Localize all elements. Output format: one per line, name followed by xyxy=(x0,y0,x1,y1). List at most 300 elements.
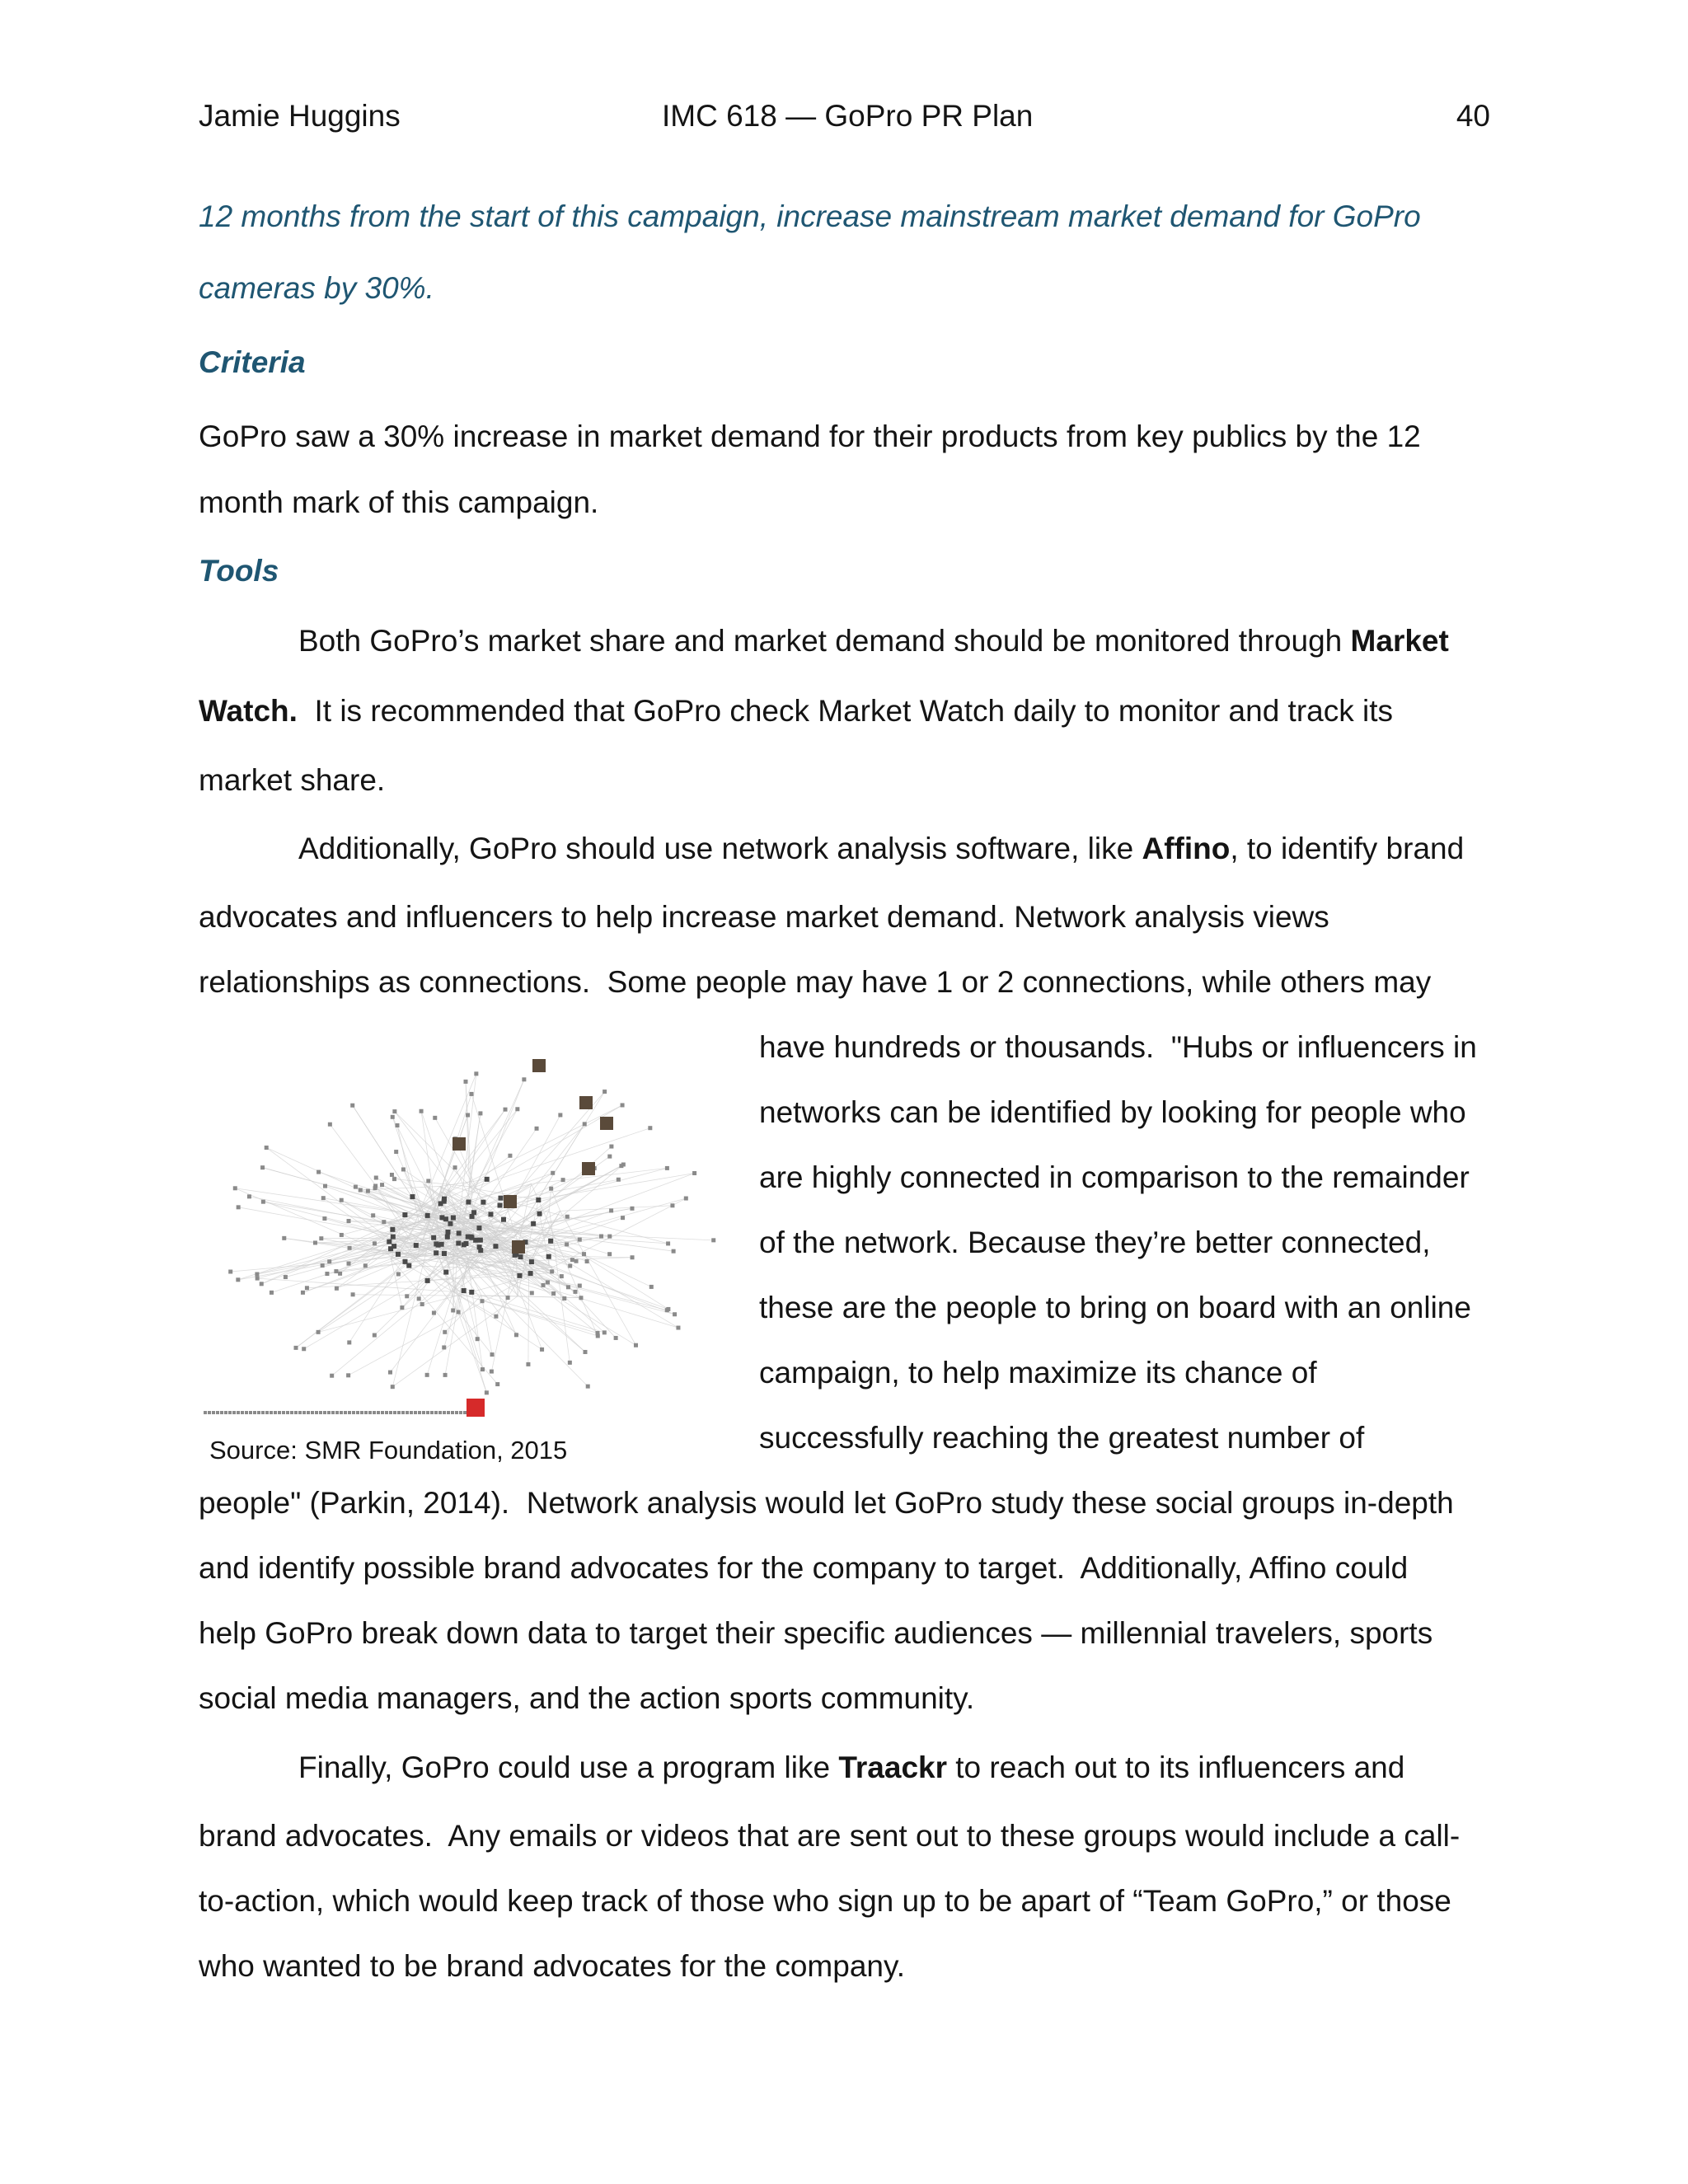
network-node xyxy=(478,1111,482,1115)
network-node xyxy=(684,1197,688,1201)
network-node xyxy=(471,1210,476,1215)
network-node xyxy=(340,1198,344,1202)
market-watch-bold: Market xyxy=(1350,624,1449,658)
network-node xyxy=(570,1258,574,1262)
network-node xyxy=(255,1272,259,1277)
network-isolate-node xyxy=(290,1411,293,1414)
network-isolate-node xyxy=(315,1411,318,1414)
network-node xyxy=(599,1235,603,1239)
network-node xyxy=(302,1347,306,1351)
network-graph-image xyxy=(199,1030,726,1426)
tools-p3-line-4: who wanted to be brand advocates for the company. xyxy=(199,1949,906,1983)
network-node xyxy=(495,1382,499,1386)
network-node xyxy=(536,1197,541,1202)
network-node xyxy=(340,1233,344,1237)
network-node xyxy=(498,1196,503,1201)
network-isolate-node xyxy=(426,1411,429,1414)
network-node xyxy=(621,1162,626,1166)
network-node xyxy=(260,1165,265,1169)
network-isolate-node xyxy=(278,1411,281,1414)
network-node xyxy=(649,1285,654,1289)
tools-p2-line-3: relationships as connections. Some people may have 1 or 2 connections, while others may xyxy=(199,965,1432,999)
network-isolate-node xyxy=(381,1411,384,1414)
network-isolate-node xyxy=(241,1411,244,1414)
network-isolate-node xyxy=(406,1411,409,1414)
network-isolate-node xyxy=(463,1411,467,1414)
network-node xyxy=(526,1362,530,1366)
network-isolate-node xyxy=(228,1411,232,1414)
network-node xyxy=(350,1104,354,1108)
network-edge xyxy=(445,1291,461,1375)
network-edge xyxy=(514,1124,584,1238)
network-node xyxy=(328,1122,332,1127)
network-node xyxy=(433,1116,437,1120)
network-node xyxy=(432,1311,436,1315)
objective-line-1: 12 months from the start of this campaign, increase mainstream market demand for GoPro xyxy=(199,199,1421,233)
network-node xyxy=(476,1337,480,1341)
network-node xyxy=(473,1238,478,1243)
network-graph-figure xyxy=(199,1030,726,1426)
network-isolate-node xyxy=(212,1411,215,1414)
network-isolate-node xyxy=(393,1411,396,1414)
network-isolate-node xyxy=(447,1411,450,1414)
network-node xyxy=(558,1113,562,1117)
network-node xyxy=(425,1278,430,1283)
network-node xyxy=(431,1235,436,1240)
network-node xyxy=(515,1107,519,1111)
network-node xyxy=(583,1350,587,1354)
network-isolate-node xyxy=(224,1411,227,1414)
network-node xyxy=(325,1272,329,1276)
tools-p3-line-3: to-action, which would keep track of those who sign up to be apart of “Team GoPro,” or those xyxy=(199,1884,1451,1918)
network-node xyxy=(313,1240,317,1244)
network-isolate-node xyxy=(323,1411,326,1414)
network-node xyxy=(270,1291,274,1295)
network-node xyxy=(265,1146,269,1150)
network-node xyxy=(442,1197,447,1202)
network-isolate-node xyxy=(451,1411,454,1414)
network-node xyxy=(439,1215,444,1220)
network-node xyxy=(522,1077,526,1081)
network-isolate-node xyxy=(298,1411,302,1414)
network-node xyxy=(261,1200,265,1204)
network-isolate-node xyxy=(418,1411,421,1414)
network-node xyxy=(382,1220,386,1224)
network-node xyxy=(490,1352,495,1357)
network-node xyxy=(673,1312,677,1316)
network-node xyxy=(402,1212,407,1217)
network-node xyxy=(233,1186,237,1190)
network-isolate-node xyxy=(455,1411,458,1414)
network-node xyxy=(443,1373,448,1377)
tools-p1-text: Both GoPro’s market share and market demand should be monitored through xyxy=(298,624,1351,658)
tools-p3-text-post: to reach out to its influencers and xyxy=(947,1750,1405,1784)
header-author: Jamie Huggins xyxy=(199,99,401,133)
network-node xyxy=(648,1126,652,1130)
network-node xyxy=(410,1194,415,1199)
network-node xyxy=(542,1283,546,1287)
network-node xyxy=(247,1194,251,1198)
network-isolate-node xyxy=(253,1411,256,1414)
market-watch-bold-2: Watch. xyxy=(199,694,298,728)
network-node xyxy=(676,1326,680,1330)
network-node xyxy=(347,1262,351,1266)
network-node xyxy=(402,1259,407,1264)
network-node xyxy=(293,1346,298,1350)
network-isolate-node xyxy=(220,1411,223,1414)
network-node xyxy=(498,1203,503,1208)
network-node xyxy=(392,1177,396,1181)
network-node xyxy=(448,1221,452,1226)
network-node xyxy=(586,1385,590,1389)
network-node xyxy=(488,1212,493,1216)
network-isolate-node xyxy=(401,1411,405,1414)
network-node xyxy=(566,1285,570,1289)
network-node xyxy=(609,1145,613,1149)
network-node xyxy=(711,1238,715,1242)
network-node xyxy=(388,1246,393,1251)
network-node xyxy=(392,1109,396,1113)
network-edge xyxy=(235,1188,385,1254)
network-avatar-node xyxy=(582,1162,595,1175)
network-node xyxy=(480,1299,484,1303)
network-isolate-node xyxy=(249,1411,252,1414)
network-node xyxy=(540,1347,544,1352)
network-node xyxy=(457,1310,461,1315)
network-node xyxy=(617,1178,621,1182)
network-node xyxy=(692,1171,696,1175)
network-isolate-node xyxy=(397,1411,401,1414)
tools-p1-line-2 xyxy=(199,691,1393,732)
network-node xyxy=(335,1286,339,1291)
network-node xyxy=(390,1173,394,1177)
network-isolate-node xyxy=(302,1411,306,1414)
page-number: 40 xyxy=(1456,99,1490,133)
network-node xyxy=(373,1186,377,1190)
network-node xyxy=(323,1184,327,1188)
network-node xyxy=(548,1239,553,1244)
network-node xyxy=(380,1183,384,1187)
figure-caption: Source: SMR Foundation, 2015 xyxy=(209,1436,568,1465)
network-node xyxy=(443,1330,447,1334)
network-avatar-node xyxy=(512,1240,525,1254)
network-node xyxy=(517,1273,522,1278)
network-node xyxy=(442,1251,447,1256)
network-isolate-node xyxy=(389,1411,392,1414)
criteria-line-2: month mark of this campaign. xyxy=(199,485,599,519)
tools-p2-wrap-2: networks can be identified by looking for people who xyxy=(759,1095,1466,1129)
network-node xyxy=(568,1263,572,1268)
network-node xyxy=(549,1187,553,1191)
network-node xyxy=(400,1305,404,1310)
network-isolate-node xyxy=(377,1411,380,1414)
network-isolate-node xyxy=(245,1411,248,1414)
network-isolate-node xyxy=(414,1411,417,1414)
network-node xyxy=(396,1252,401,1257)
network-node xyxy=(583,1122,587,1126)
network-edge xyxy=(433,1105,622,1216)
network-avatar-node xyxy=(600,1117,613,1130)
network-node xyxy=(443,1270,448,1275)
network-node xyxy=(359,1188,363,1193)
network-node xyxy=(462,1288,467,1293)
network-node xyxy=(334,1269,338,1273)
network-node xyxy=(582,1252,586,1256)
network-node xyxy=(425,1373,429,1377)
tools-p2-line-1 xyxy=(298,828,1464,869)
network-node xyxy=(595,1331,599,1335)
network-node xyxy=(565,1215,570,1219)
network-edge xyxy=(392,1117,424,1216)
network-node xyxy=(477,1244,482,1249)
network-node xyxy=(508,1154,512,1158)
network-node xyxy=(666,1307,670,1311)
network-node xyxy=(666,1241,670,1245)
network-node xyxy=(478,1238,483,1243)
network-node xyxy=(518,1254,523,1259)
header-title: IMC 618 — GoPro PR Plan xyxy=(662,99,1034,133)
network-node xyxy=(374,1175,378,1179)
network-edge xyxy=(435,1118,475,1187)
network-node xyxy=(464,1080,468,1084)
network-node xyxy=(565,1242,569,1246)
network-node xyxy=(388,1371,392,1375)
network-node xyxy=(603,1090,607,1094)
network-isolate-node xyxy=(335,1411,339,1414)
network-node xyxy=(321,1196,326,1200)
network-node xyxy=(462,1242,467,1247)
network-isolate-node xyxy=(385,1411,388,1414)
tools-p1-line-1 xyxy=(298,621,1449,662)
tools-p2-wrap-1: have hundreds or thousands. "Hubs or influencers in xyxy=(759,1030,1477,1064)
network-node xyxy=(351,1292,355,1296)
network-node xyxy=(438,1201,443,1206)
network-isolate-node xyxy=(340,1411,343,1414)
network-node xyxy=(284,1275,288,1279)
network-node xyxy=(514,1333,518,1337)
network-node xyxy=(530,1291,534,1295)
network-isolate-node xyxy=(204,1411,207,1414)
tools-p3-line-1 xyxy=(298,1747,1404,1788)
network-node xyxy=(338,1272,342,1276)
network-node xyxy=(631,1255,635,1259)
network-node xyxy=(373,1241,377,1245)
criteria-line-1: GoPro saw a 30% increase in market demand for their products from key publics by the 12 xyxy=(199,419,1421,453)
network-isolate-node xyxy=(261,1411,265,1414)
network-node xyxy=(363,1263,368,1268)
network-node xyxy=(391,1235,396,1240)
network-node xyxy=(574,1259,579,1263)
network-isolate-node xyxy=(331,1411,335,1414)
network-node xyxy=(321,1263,325,1268)
network-node xyxy=(401,1167,406,1171)
network-node xyxy=(621,1216,625,1220)
tools-heading: Tools xyxy=(199,554,279,588)
tools-p2-line-4: people" (Parkin, 2014). Network analysis would let GoPro study these social groups in-depth xyxy=(199,1486,1454,1520)
network-isolate-node xyxy=(348,1411,351,1414)
network-node xyxy=(434,1250,438,1255)
tools-p1-line-3: market share. xyxy=(199,763,386,797)
network-node xyxy=(614,1336,618,1340)
network-isolate-node xyxy=(257,1411,260,1414)
network-edge xyxy=(353,1105,424,1216)
network-isolate-node xyxy=(311,1411,314,1414)
network-isolate-node xyxy=(360,1411,363,1414)
network-node xyxy=(425,1213,430,1218)
network-avatar-node xyxy=(532,1059,546,1072)
network-node xyxy=(609,1208,613,1212)
network-node xyxy=(445,1235,450,1240)
network-node xyxy=(442,1345,446,1349)
network-node xyxy=(420,1302,424,1306)
network-node xyxy=(301,1291,305,1295)
network-node xyxy=(322,1216,326,1221)
network-isolate-node xyxy=(265,1411,269,1414)
network-isolate-node xyxy=(282,1411,285,1414)
network-node xyxy=(396,1272,401,1276)
network-edge xyxy=(427,1291,453,1375)
network-node xyxy=(607,1252,612,1256)
network-node xyxy=(236,1277,240,1282)
network-node xyxy=(327,1259,331,1263)
tools-p2-text: Additionally, GoPro should use network analysis software, like xyxy=(298,832,1142,865)
network-node xyxy=(670,1203,674,1207)
network-node xyxy=(529,1259,534,1264)
network-node xyxy=(551,1291,556,1296)
tools-p2-line-7: social media managers, and the action sports community. xyxy=(199,1681,975,1715)
network-node xyxy=(390,1227,395,1232)
network-node xyxy=(531,1221,536,1226)
network-node xyxy=(490,1370,494,1374)
network-avatar-node xyxy=(579,1096,593,1109)
network-node xyxy=(282,1236,286,1240)
network-node xyxy=(493,1244,498,1249)
network-node xyxy=(485,1390,489,1394)
network-node xyxy=(347,1340,351,1344)
network-edge xyxy=(263,1202,408,1239)
network-isolate-node xyxy=(344,1411,347,1414)
tools-p2-line-2: advocates and influencers to help increase market demand. Network analysis views xyxy=(199,900,1329,934)
network-node xyxy=(451,1308,455,1312)
tools-p2-wrap-4: of the network. Because they’re better connected, xyxy=(759,1226,1431,1259)
network-node xyxy=(371,1213,375,1217)
network-node xyxy=(348,1246,352,1250)
network-node xyxy=(387,1240,392,1244)
network-node xyxy=(665,1166,669,1170)
network-isolate-node xyxy=(294,1411,298,1414)
network-node xyxy=(578,1284,582,1288)
network-node xyxy=(469,1290,474,1295)
network-isolate-node xyxy=(410,1411,413,1414)
traackr-bold: Traackr xyxy=(838,1750,947,1784)
network-node xyxy=(316,1330,321,1334)
network-node xyxy=(485,1177,490,1182)
network-node xyxy=(578,1238,582,1242)
network-isolate-node xyxy=(443,1411,446,1414)
tools-p3-line-2: brand advocates. Any emails or videos that are sent out to these groups would include a call- xyxy=(199,1819,1461,1853)
network-isolate-node xyxy=(208,1411,211,1414)
network-node xyxy=(469,1092,473,1096)
network-node xyxy=(391,1385,395,1389)
tools-p1-text-2: It is recommended that GoPro check Market Watch daily to monitor and track its xyxy=(297,694,1394,728)
network-isolate-node xyxy=(422,1411,425,1414)
network-edges xyxy=(231,1074,714,1393)
network-node xyxy=(417,1296,421,1301)
network-isolate-node xyxy=(352,1411,355,1414)
network-node xyxy=(568,1361,572,1365)
network-node xyxy=(260,1282,264,1286)
network-node xyxy=(366,1189,370,1193)
tools-p3-text: Finally, GoPro could use a program like xyxy=(298,1750,839,1784)
tools-p2-wrap-5: these are the people to bring on board with an online xyxy=(759,1291,1471,1324)
network-node xyxy=(466,1200,471,1205)
network-node xyxy=(551,1171,555,1175)
network-isolate-node xyxy=(216,1411,219,1414)
network-edge xyxy=(481,1296,492,1355)
network-node xyxy=(420,1109,424,1113)
tools-p2-wrap-3: are highly connected in comparison to the remainder xyxy=(759,1160,1470,1194)
network-isolate-node xyxy=(373,1411,376,1414)
network-isolate-node xyxy=(232,1411,236,1414)
network-node xyxy=(453,1165,457,1169)
network-node xyxy=(621,1103,625,1107)
affino-bold: Affino xyxy=(1142,832,1231,865)
network-node xyxy=(456,1241,461,1246)
network-edge xyxy=(528,1277,529,1364)
network-node xyxy=(414,1243,419,1248)
network-node xyxy=(560,1274,564,1278)
network-node xyxy=(354,1185,358,1189)
network-node xyxy=(426,1179,430,1183)
network-node xyxy=(316,1170,321,1174)
network-node xyxy=(546,1281,550,1285)
network-node xyxy=(535,1127,539,1131)
network-edge xyxy=(560,1206,673,1212)
network-node xyxy=(394,1150,398,1154)
network-node xyxy=(373,1333,377,1338)
network-node xyxy=(256,1277,260,1281)
network-node xyxy=(395,1123,399,1127)
network-node xyxy=(607,1235,612,1239)
network-node xyxy=(494,1315,498,1319)
page-header xyxy=(199,96,1490,137)
network-node xyxy=(445,1230,450,1235)
network-isolate-node xyxy=(319,1411,322,1414)
network-node xyxy=(405,1294,409,1298)
network-node xyxy=(607,1155,612,1159)
tools-p2-line-6: help GoPro break down data to target their specific audiences — millennial travelers, sports xyxy=(199,1616,1433,1650)
network-edge xyxy=(475,1109,518,1188)
network-isolate-node xyxy=(237,1411,240,1414)
network-node xyxy=(573,1290,577,1294)
network-node xyxy=(330,1374,334,1378)
criteria-heading: Criteria xyxy=(199,345,306,379)
network-node xyxy=(630,1207,634,1211)
network-node xyxy=(347,1219,351,1223)
network-edge xyxy=(528,1277,598,1333)
network-node xyxy=(537,1212,542,1216)
network-node xyxy=(481,1200,485,1205)
network-node xyxy=(579,1296,583,1300)
network-node xyxy=(634,1343,638,1347)
network-node xyxy=(305,1286,309,1290)
network-isolate-node xyxy=(434,1411,438,1414)
network-node xyxy=(474,1071,478,1076)
network-isolate-node xyxy=(364,1411,368,1414)
network-node xyxy=(561,1178,565,1182)
network-isolate-node xyxy=(368,1411,372,1414)
network-avatar-node xyxy=(452,1137,466,1151)
